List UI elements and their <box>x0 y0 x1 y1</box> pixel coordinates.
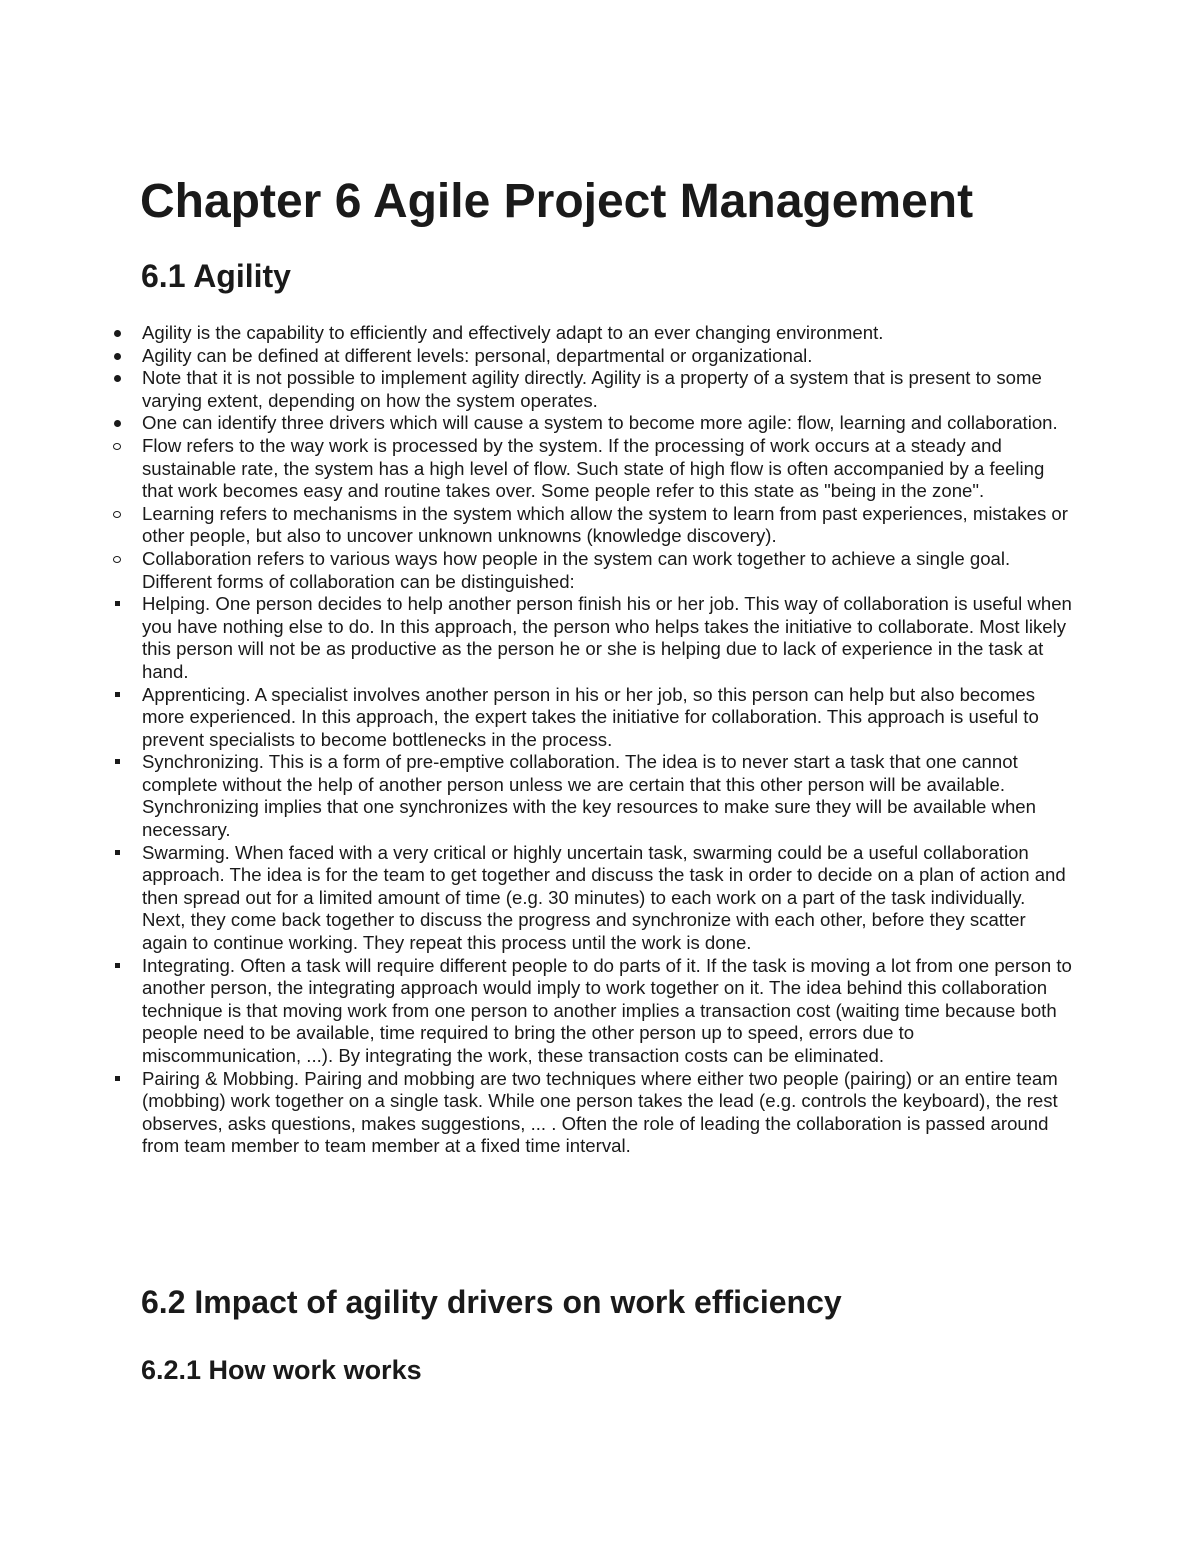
disc-bullet-icon <box>112 367 126 390</box>
list-item <box>0 503 1072 548</box>
agility-bullet-list <box>0 322 1200 1158</box>
list-item <box>0 345 1072 368</box>
circle-bullet-icon <box>112 503 126 526</box>
circle-bullet-icon <box>112 435 126 458</box>
list-item-text: One can identify three drivers which will cause a system to become more agile: flow, learning and collaboration. <box>142 412 1058 434</box>
list-item <box>0 322 1072 345</box>
list-item-text: Integrating. Often a task will require different people to do parts of it. If the task is moving a lot from one person to another person, the integrating approach would imply to work together on it. The idea behind this collaboration technique is that moving work from one person to another implies a transaction cost (waiting time because both people need to be available, time required to bring the other person up to speed, errors due to miscommunication, ...). By integrating the work, these transaction costs can be eliminated. <box>142 954 1072 1066</box>
square-bullet-icon <box>112 1068 126 1091</box>
list-item <box>0 684 1072 752</box>
list-item-text: Synchronizing. This is a form of pre-emptive collaboration. The idea is to never start a task that one cannot complete without the help of another person unless we are certain that this other person will be available. Synchronizing implies that one synchronizes with the key resources to make sure they will be available when necessary. <box>142 751 1036 841</box>
square-bullet-icon <box>112 593 126 616</box>
list-item <box>0 548 1072 593</box>
list-item-text: Helping. One person decides to help another person finish his or her job. This way of collaboration is useful when you have nothing else to do. In this approach, the person who helps takes the initiative to collaborate. Most likely this person will not be as productive as the person he or she is helping due to lack of experience in the task at hand. <box>142 593 1072 682</box>
subsection-heading-how-work-works: 6.2.1 How work works <box>141 1355 422 1385</box>
list-item-text: Agility can be defined at different levels: personal, departmental or organizational. <box>142 344 813 366</box>
list-item <box>0 955 1072 1068</box>
list-item <box>0 435 1072 503</box>
list-item-text: Pairing & Mobbing. Pairing and mobbing are two techniques where either two people (pairing) or an entire team (mobbing) work together on a single task. While one person takes the lead (e.g. controls the keyboard), the rest observes, asks questions, makes suggestions, ... . Often the role of leading the collaboration is passed around from team member to team member at a fixed time interval. <box>142 1067 1058 1157</box>
list-item <box>0 842 1072 955</box>
list-item-text: Swarming. When faced with a very critical or highly uncertain task, swarming could be a useful collaboration approach. The idea is for the team to get together and discuss the task in order to decide on a plan of action and then spread out for a limited amount of time (e.g. 30 minutes) to each work on a part of the task individually. Next, they come back together to discuss the progress and synchronize with each other, before they scatter again to continue working. They repeat this process until the work is done. <box>142 841 1066 954</box>
square-bullet-icon <box>112 751 126 774</box>
disc-bullet-icon <box>112 412 126 435</box>
list-item-text: Note that it is not possible to implement agility directly. Agility is a property of a system that is present to some varying extent, depending on how the system operates. <box>142 367 1042 411</box>
list-item <box>0 367 1072 412</box>
disc-bullet-icon <box>112 322 126 345</box>
disc-bullet-icon <box>112 345 126 368</box>
list-item-text: Learning refers to mechanisms in the system which allow the system to learn from past experiences, mistakes or other people, but also to uncover unknown unknowns (knowledge discovery). <box>142 502 1068 547</box>
list-item-text: Apprenticing. A specialist involves another person in his or her job, so this person can help but also becomes more experienced. In this approach, the expert takes the initiative for collaboration. This approach is useful to prevent specialists to become bottlenecks in the process. <box>142 683 1039 750</box>
section-heading-agility: 6.1 Agility <box>141 258 291 294</box>
square-bullet-icon <box>112 955 126 978</box>
section-heading-impact: 6.2 Impact of agility drivers on work efficiency <box>141 1284 842 1320</box>
list-item <box>0 593 1072 683</box>
square-bullet-icon <box>112 842 126 865</box>
list-item-text: Agility is the capability to efficiently and effectively adapt to an ever changing environment. <box>142 322 884 343</box>
square-bullet-icon <box>112 684 126 707</box>
circle-bullet-icon <box>112 548 126 571</box>
list-item-text: Collaboration refers to various ways how people in the system can work together to achieve a single goal. Different forms of collaboration can be distinguished: <box>142 547 1011 592</box>
list-item <box>0 751 1072 841</box>
list-item <box>0 412 1072 435</box>
chapter-title: Chapter 6 Agile Project Management <box>140 175 974 228</box>
list-item <box>0 1068 1072 1158</box>
list-item-text: Flow refers to the way work is processed by the system. If the processing of work occurs at a steady and sustainable rate, the system has a high level of flow. Such state of high flow is often accompanied by a feeling that work becomes easy and routine takes over. Some people refer to this state as "being in the zone". <box>142 434 1045 502</box>
